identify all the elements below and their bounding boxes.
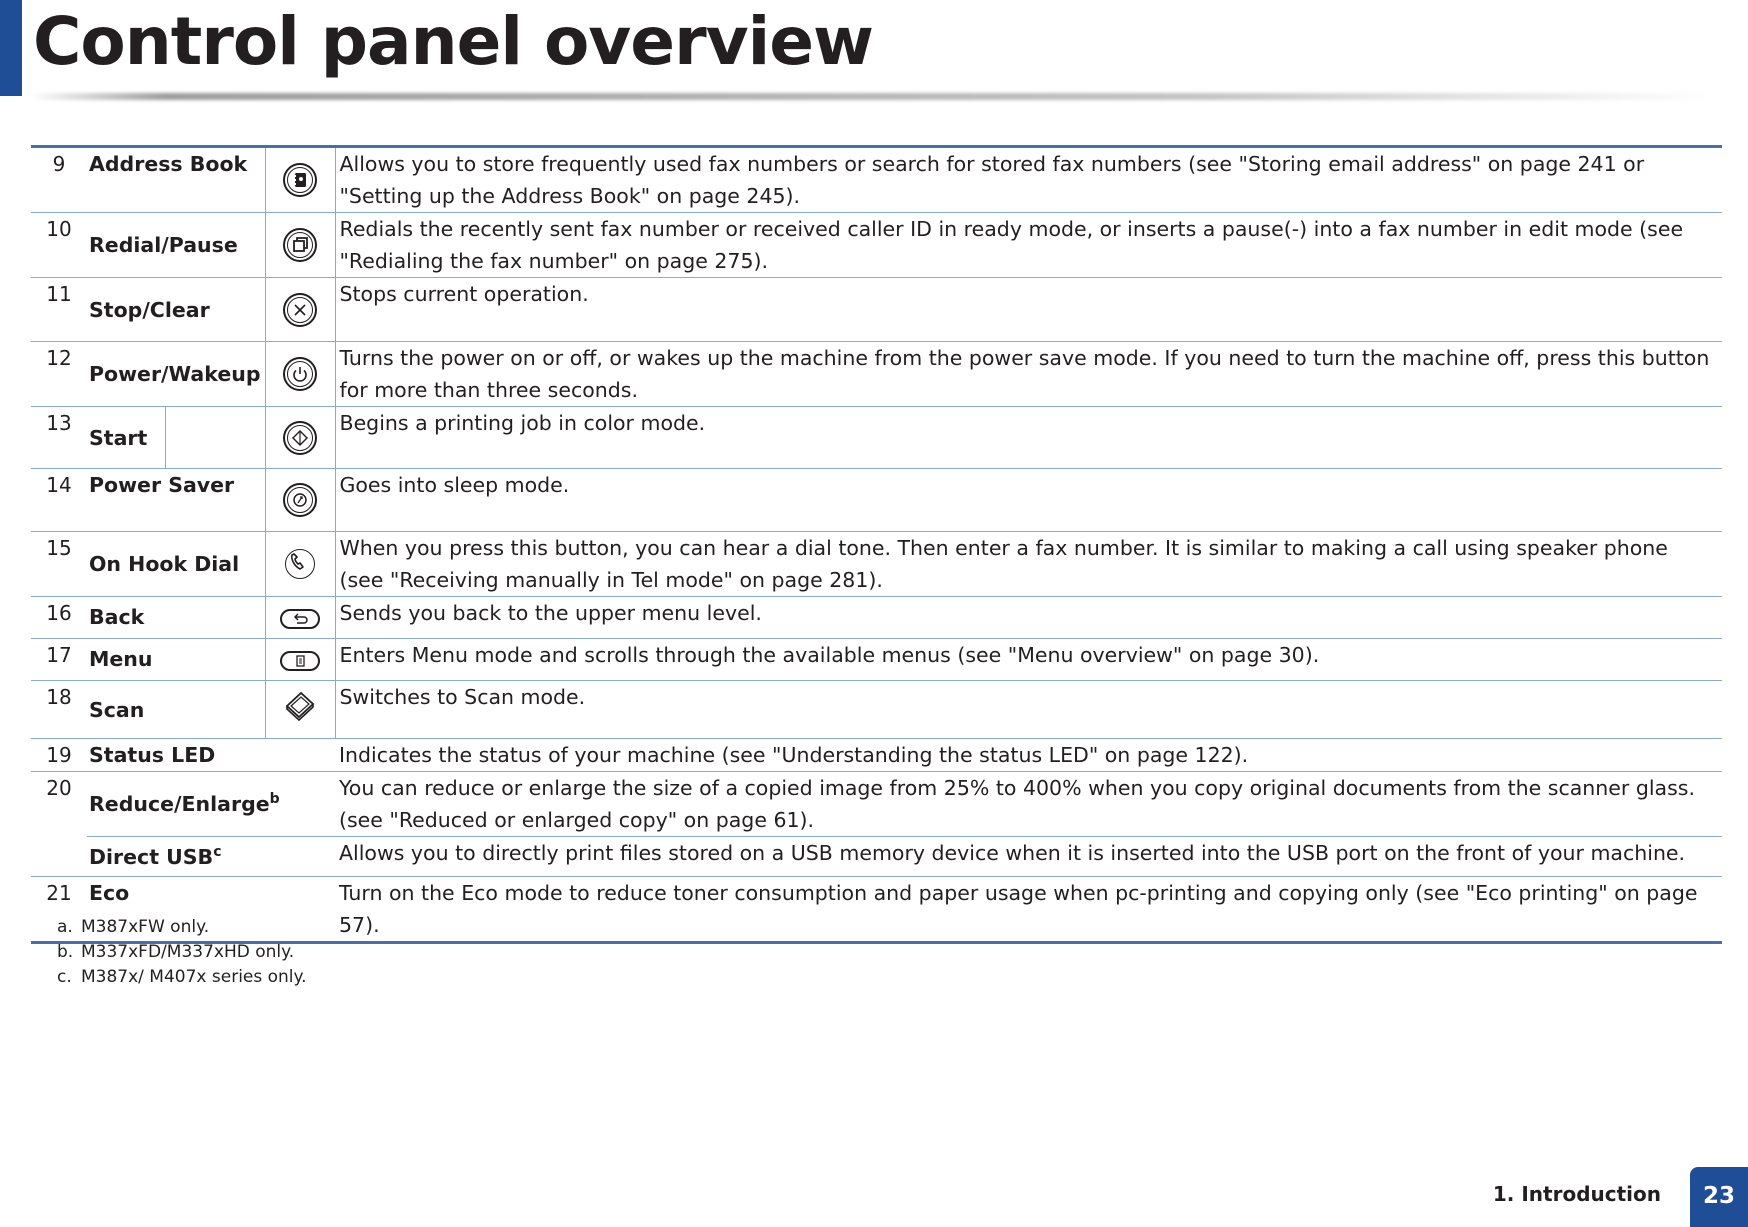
stop-clear-icon	[283, 293, 317, 327]
power-icon	[283, 357, 317, 391]
button-name: Start	[89, 425, 148, 450]
row-number: 15	[31, 532, 87, 597]
redial-pause-icon	[283, 228, 317, 262]
button-name: Back	[87, 597, 265, 639]
back-icon	[280, 609, 320, 629]
table-row	[31, 213, 1722, 278]
table-row	[31, 278, 1722, 342]
footnote-text: M387x/ M407x series only.	[81, 967, 307, 987]
table-row	[31, 772, 1722, 837]
table-row	[31, 837, 1722, 877]
footnote	[57, 940, 307, 965]
scan-icon	[283, 688, 317, 722]
row-number: 9	[31, 147, 87, 213]
menu-icon	[280, 651, 320, 671]
button-description: When you press this button, you can hear a dial tone. Then enter a fax number. It is similar to making a call using speaker phone (see "Receiving manually in Tel mode" on page 281).	[335, 532, 1722, 597]
row-number: 10	[31, 213, 87, 278]
phone-icon	[283, 547, 317, 581]
button-name: Power/Wakeup	[87, 342, 265, 407]
button-name: Stop/Clear	[87, 278, 265, 342]
button-name: Status LED	[87, 739, 265, 772]
row-number: 17	[31, 639, 87, 681]
button-description: Begins a printing job in color mode.	[335, 407, 1722, 469]
button-description: Indicates the status of your machine (see "Understanding the status LED" on page 122).	[335, 739, 1722, 772]
control-panel-table	[31, 145, 1722, 944]
button-description: Switches to Scan mode.	[335, 681, 1722, 739]
row-number: 19	[31, 739, 87, 772]
row-number: 16	[31, 597, 87, 639]
row-number: 14	[31, 469, 87, 532]
button-description: Sends you back to the upper menu level.	[335, 597, 1722, 639]
table-row	[31, 469, 1722, 532]
control-panel-table-wrap	[31, 145, 1722, 944]
button-description: Enters Menu mode and scrolls through the available menus (see "Menu overview" on page 30).	[335, 639, 1722, 681]
footnote-mark: b.	[57, 942, 74, 962]
button-description: Stops current operation.	[335, 278, 1722, 342]
footnote	[57, 915, 307, 940]
row-number: 13	[31, 407, 87, 469]
table-row	[31, 532, 1722, 597]
button-name: Reduce/Enlarge	[89, 792, 270, 816]
button-description: Allows you to store frequently used fax numbers or search for stored fax numbers (see "Storing email address" on page 241 or "Setting up the Address Book" on page 245).	[335, 147, 1722, 213]
power-saver-icon	[283, 483, 317, 517]
table-row	[31, 639, 1722, 681]
footnote-ref: b	[269, 791, 280, 807]
address-book-icon	[283, 163, 317, 197]
page-number: 23	[1690, 1167, 1748, 1227]
table-row	[31, 407, 1722, 469]
page-title: Control panel overview	[33, 3, 873, 80]
row-number: 21	[31, 877, 87, 943]
button-name: Redial/Pause	[87, 213, 265, 278]
row-number: 12	[31, 342, 87, 407]
footnote	[57, 965, 307, 990]
button-description: You can reduce or enlarge the size of a copied image from 25% to 400% when you copy original documents from the scanner glass. (see "Reduced or enlarged copy" on page 61).	[335, 772, 1722, 837]
footnote-mark: c.	[57, 967, 72, 987]
table-row	[31, 342, 1722, 407]
table-row	[31, 597, 1722, 639]
row-number: 20	[31, 772, 87, 877]
table-row	[31, 739, 1722, 772]
button-description: Turn on the Eco mode to reduce toner consumption and paper usage when pc-printing and copying only (see "Eco printing" on page 57).	[335, 877, 1722, 943]
footnote-text: M337xFD/M337xHD only.	[81, 942, 295, 962]
footer-section-label: 1. Introduction	[1492, 1182, 1661, 1206]
button-description: Turns the power on or off, or wakes up the machine from the power save mode. If you need to turn the machine off, press this button for more than three seconds.	[335, 342, 1722, 407]
button-description: Allows you to directly print files stored on a USB memory device when it is inserted into the USB port on the front of your machine.	[335, 837, 1722, 877]
footnote-text: M387xFW only.	[81, 917, 210, 937]
row-number: 11	[31, 278, 87, 342]
button-name: On Hook Dial	[87, 532, 265, 597]
title-rule	[30, 93, 1710, 100]
footnote-mark: a.	[57, 917, 73, 937]
cell-divider	[165, 407, 166, 468]
table-row	[31, 681, 1722, 739]
button-description: Goes into sleep mode.	[335, 469, 1722, 532]
button-name: Power Saver	[87, 469, 265, 532]
footnote-ref: c	[213, 843, 222, 860]
button-name: Scan	[87, 681, 265, 739]
button-name: Address Book	[87, 147, 265, 213]
button-name: Menu	[87, 639, 265, 681]
row-number: 18	[31, 681, 87, 739]
button-description: Redials the recently sent fax number or received caller ID in ready mode, or inserts a pause(-) into a fax number in edit mode (see "Redialing the fax number" on page 275).	[335, 213, 1722, 278]
start-icon	[283, 421, 317, 455]
button-name: Eco	[87, 877, 265, 943]
title-accent-bar	[0, 0, 22, 96]
table-row	[31, 147, 1722, 213]
footnotes	[57, 915, 307, 990]
button-name: Direct USB	[89, 844, 214, 869]
